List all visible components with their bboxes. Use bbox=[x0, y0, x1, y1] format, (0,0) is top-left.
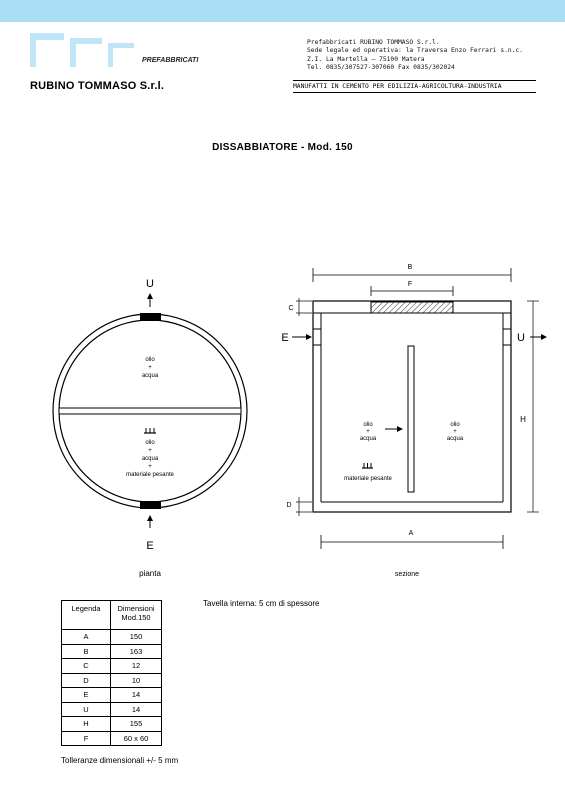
outlet-pipe bbox=[140, 313, 161, 321]
legend-value: 150 bbox=[111, 630, 162, 645]
address-line: Tel. 0835/307527-307060 Fax 0835/302024 bbox=[307, 63, 455, 71]
plan-label-e: E bbox=[146, 540, 154, 552]
section-left-text: olio bbox=[363, 422, 373, 428]
plan-top-text: olio bbox=[145, 357, 155, 363]
table-row bbox=[62, 644, 162, 659]
legend-value: 163 bbox=[111, 644, 162, 659]
legend-value: 10 bbox=[111, 673, 162, 688]
header-divider bbox=[293, 80, 536, 81]
inlet-pipe bbox=[140, 501, 161, 509]
svg-text:+: + bbox=[366, 429, 370, 435]
table-row bbox=[62, 702, 162, 717]
section-caption: sezione bbox=[394, 571, 420, 578]
heavy-material-icon bbox=[362, 463, 373, 468]
tolerance-note: Tolleranze dimensionali +/- 5 mm bbox=[61, 756, 179, 765]
svg-text:+: + bbox=[148, 448, 152, 454]
dim-a-label: A bbox=[408, 530, 414, 537]
dim-d-label: D bbox=[286, 502, 292, 509]
legend-key: H bbox=[62, 717, 111, 732]
section-label-u: U bbox=[517, 332, 525, 344]
table-row bbox=[62, 630, 162, 645]
brand-subtitle: PREFABBRICATI bbox=[142, 57, 199, 64]
company-name: RUBINO TOMMASO S.r.l. bbox=[30, 80, 165, 92]
address-line: Prefabbricati RUBINO TOMMASO S.r.l. bbox=[307, 39, 440, 46]
legend-value: 60 x 60 bbox=[111, 731, 162, 746]
heavy-material-icon bbox=[144, 428, 156, 433]
svg-text:+: + bbox=[148, 365, 152, 371]
legend-value: 155 bbox=[111, 717, 162, 732]
section-label-e: E bbox=[281, 332, 289, 344]
legend-key: B bbox=[62, 644, 111, 659]
legend-value: 14 bbox=[111, 688, 162, 703]
company-logo bbox=[30, 33, 140, 69]
plan-caption: pianta bbox=[139, 569, 161, 578]
company-address-block bbox=[307, 39, 523, 72]
dim-h-label: H bbox=[520, 415, 526, 424]
document-title: DISSABBIATORE - Mod. 150 bbox=[212, 142, 353, 153]
address-line: Z.I. La Martella — 75100 Matera bbox=[307, 55, 425, 63]
svg-text:acqua: acqua bbox=[141, 456, 159, 462]
legend-header-key: Legenda bbox=[62, 601, 111, 630]
internal-baffle bbox=[408, 346, 414, 492]
legend-table bbox=[61, 600, 162, 746]
dim-f-label: F bbox=[407, 281, 413, 288]
section-view bbox=[281, 264, 546, 578]
svg-text:+: + bbox=[453, 429, 457, 435]
legend-header-dims: Dimensioni Mod.150 bbox=[111, 601, 162, 630]
section-right-text: olio bbox=[450, 422, 460, 428]
table-row bbox=[62, 731, 162, 746]
technical-drawing bbox=[0, 250, 565, 590]
legend-key: D bbox=[62, 673, 111, 688]
company-tagline: MANUFATTI IN CEMENTO PER EDILIZIA-AGRICOLTURA-INDUSTRIA bbox=[293, 83, 502, 90]
table-row bbox=[62, 659, 162, 674]
table-row bbox=[62, 688, 162, 703]
internal-slab-note: Tavella interna: 5 cm di spessore bbox=[203, 599, 320, 608]
plan-view bbox=[53, 278, 247, 578]
svg-text:materiale pesante: materiale pesante bbox=[126, 472, 174, 478]
legend-key: F bbox=[62, 731, 111, 746]
svg-text:acqua: acqua bbox=[359, 436, 377, 442]
plan-label-u: U bbox=[146, 278, 154, 290]
plan-bottom-text: olio bbox=[145, 440, 155, 446]
svg-text:acqua: acqua bbox=[141, 373, 159, 379]
legend-value: 14 bbox=[111, 702, 162, 717]
svg-text:+: + bbox=[148, 464, 152, 470]
svg-text:acqua: acqua bbox=[446, 436, 464, 442]
legend-key: C bbox=[62, 659, 111, 674]
legend-key: A bbox=[62, 630, 111, 645]
legend-value: 12 bbox=[111, 659, 162, 674]
table-row bbox=[62, 673, 162, 688]
header-divider bbox=[293, 92, 536, 93]
dim-c-label: C bbox=[288, 305, 294, 312]
section-heavy-text: materiale pesante bbox=[344, 476, 392, 482]
manhole-cover bbox=[371, 302, 453, 313]
legend-key: U bbox=[62, 702, 111, 717]
legend-key: E bbox=[62, 688, 111, 703]
table-row bbox=[62, 717, 162, 732]
top-color-bar bbox=[0, 0, 565, 22]
dim-b-label: B bbox=[407, 264, 413, 271]
legend-header-row bbox=[62, 601, 162, 630]
address-line: Sede legale ed operativa: la Traversa Enzo Ferrari s.n.c. bbox=[307, 47, 524, 55]
